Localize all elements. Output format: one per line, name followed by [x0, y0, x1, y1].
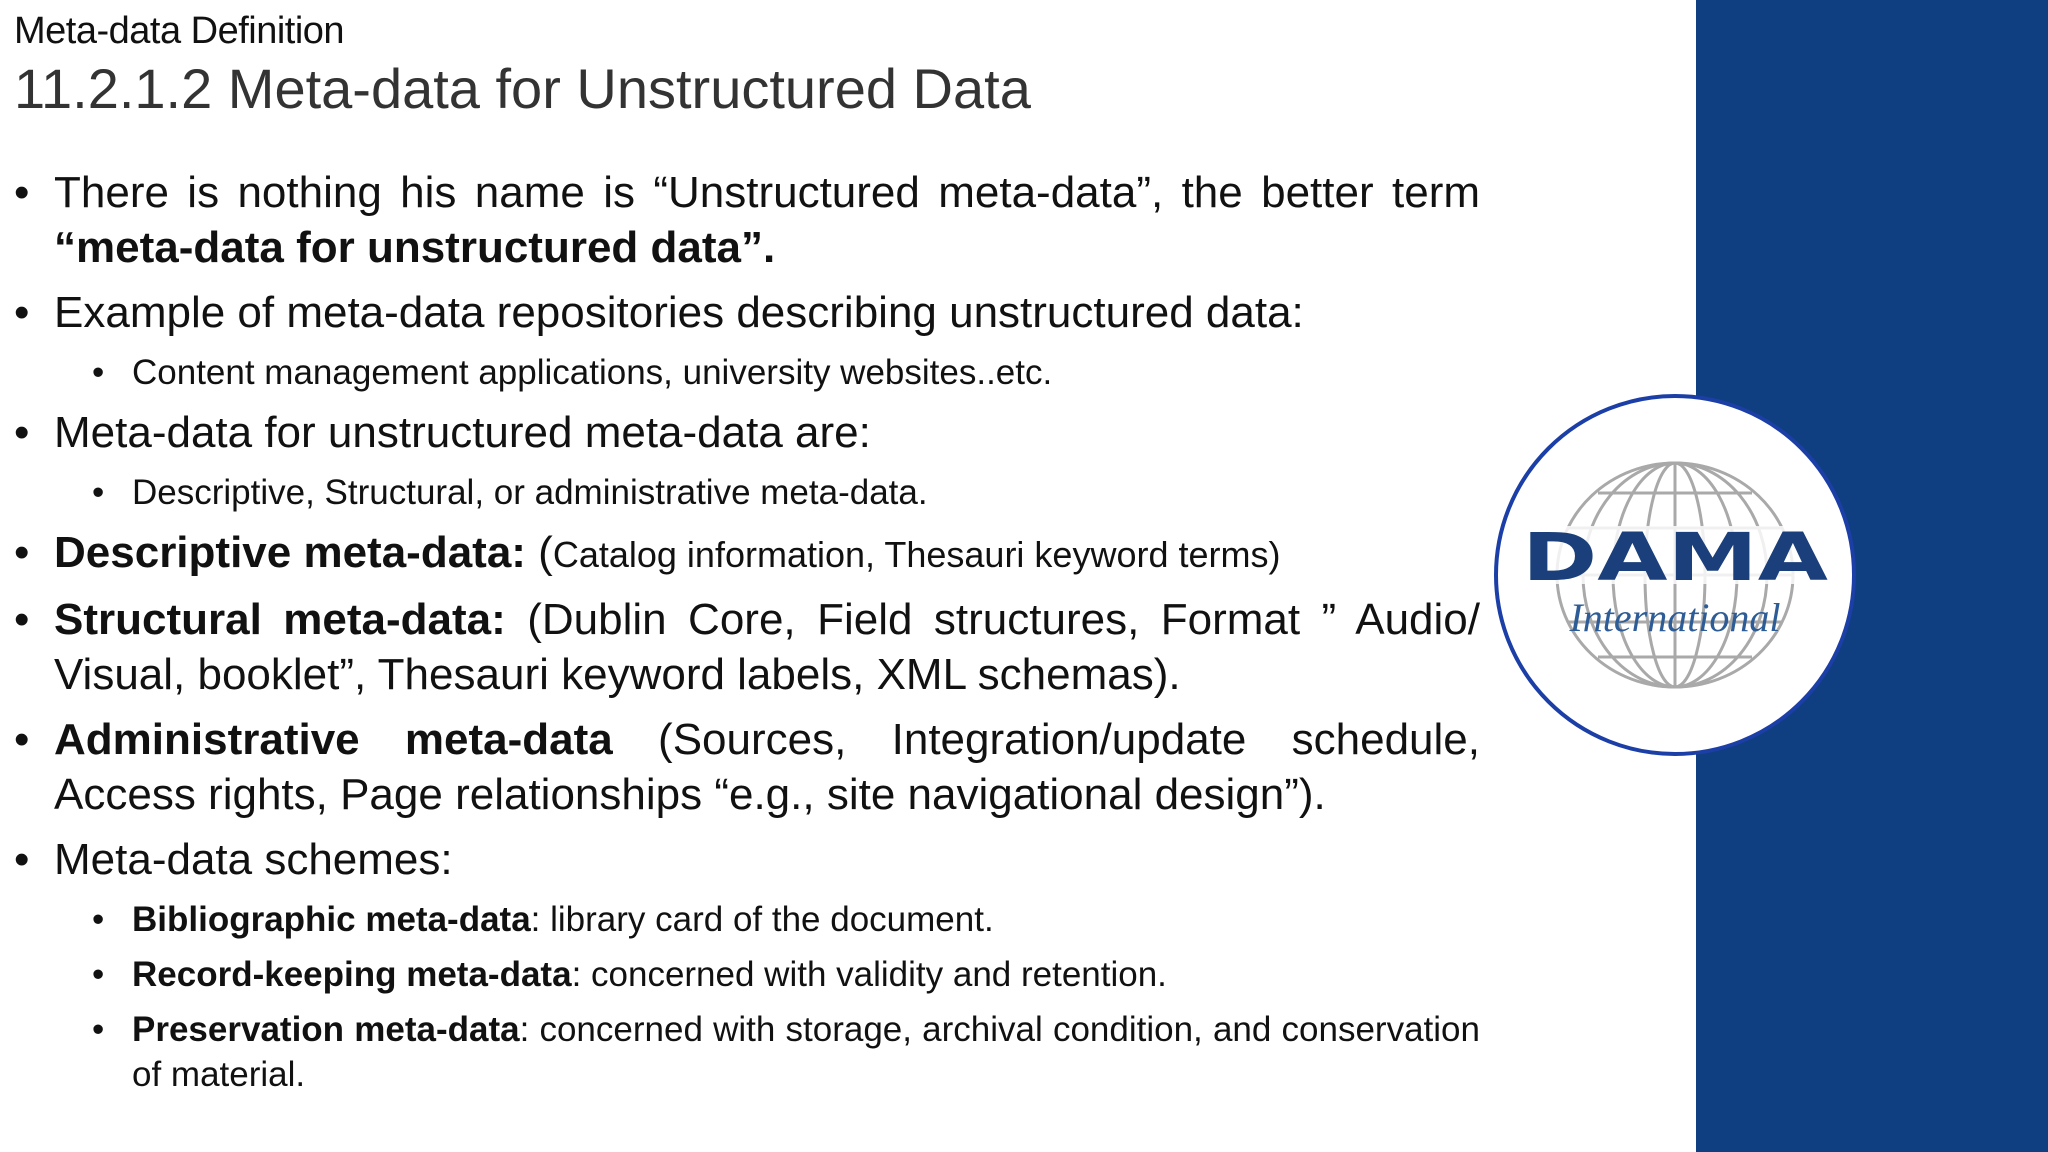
sub-bullet-bold-term: Record-keeping meta-data — [132, 955, 572, 994]
slide-title: 11.2.1.2 Meta-data for Unstructured Data — [14, 57, 1031, 120]
sub-bullet-bold-term: Preservation meta-data — [132, 1010, 520, 1049]
bullet-administrative — [14, 712, 1480, 822]
bullet-text: Meta-data schemes: — [54, 835, 453, 884]
sub-bullet-repositories — [92, 350, 1480, 395]
sub-bullet-record-keeping — [92, 952, 1480, 997]
bullet-bold-term: Administrative meta-data — [54, 715, 613, 764]
logo-wordmark: DAMA — [1522, 519, 1828, 596]
sub-bullet-types — [92, 470, 1480, 515]
bullet-repositories-example — [14, 285, 1480, 340]
sub-bullet-preservation — [92, 1007, 1480, 1097]
dama-logo-badge — [1494, 394, 1856, 756]
bullet-unstructured-term — [14, 165, 1480, 275]
bullet-text: Example of meta-data repositories describing unstructured data: — [54, 288, 1304, 337]
slide-content — [14, 165, 1480, 1107]
bullet-bold-term: Descriptive meta-data: — [54, 528, 526, 577]
bullet-text: Meta-data for unstructured meta-data are: — [54, 408, 871, 457]
sub-bullet-text: : concerned with storage, archival condition, and conservation of material. — [132, 1010, 1480, 1094]
bullet-types-intro — [14, 405, 1480, 460]
sub-bullet-bold-term: Bibliographic meta-data — [132, 900, 531, 939]
sub-bullet-bibliographic — [92, 897, 1480, 942]
logo-subtitle: International — [1569, 595, 1781, 640]
sub-bullet-text: : concerned with validity and retention. — [571, 955, 1167, 994]
bullet-bold-term: Structural meta-data: — [54, 595, 506, 644]
bullet-schemes — [14, 832, 1480, 887]
bullet-text: Catalog information, Thesauri keyword terms) — [552, 534, 1281, 575]
sub-bullet-text: : library card of the document. — [530, 900, 994, 939]
dama-logo — [1498, 398, 1852, 752]
section-label: Meta-data Definition — [14, 10, 345, 52]
bullet-text: (Dublin Core, Field structures, Format ” Audio/ Visual, booklet”, Thesauri keyword labels, XML schemas). — [54, 595, 1480, 699]
sub-bullet-text: Descriptive, Structural, or administrative meta-data. — [132, 473, 928, 512]
bullet-text: (Sources, Integration/update schedule, Access rights, Page relationships “e.g., site navigational design”). — [54, 715, 1480, 819]
bullet-paren: ( — [525, 528, 553, 577]
bullet-structural — [14, 592, 1480, 702]
bullet-descriptive — [14, 525, 1480, 582]
bullet-bold-term: “meta-data for unstructured data”. — [54, 223, 776, 272]
sub-bullet-text: Content management applications, university websites..etc. — [132, 353, 1053, 392]
bullet-text: There is nothing his name is “Unstructured meta-data”, the better term — [54, 168, 1480, 217]
